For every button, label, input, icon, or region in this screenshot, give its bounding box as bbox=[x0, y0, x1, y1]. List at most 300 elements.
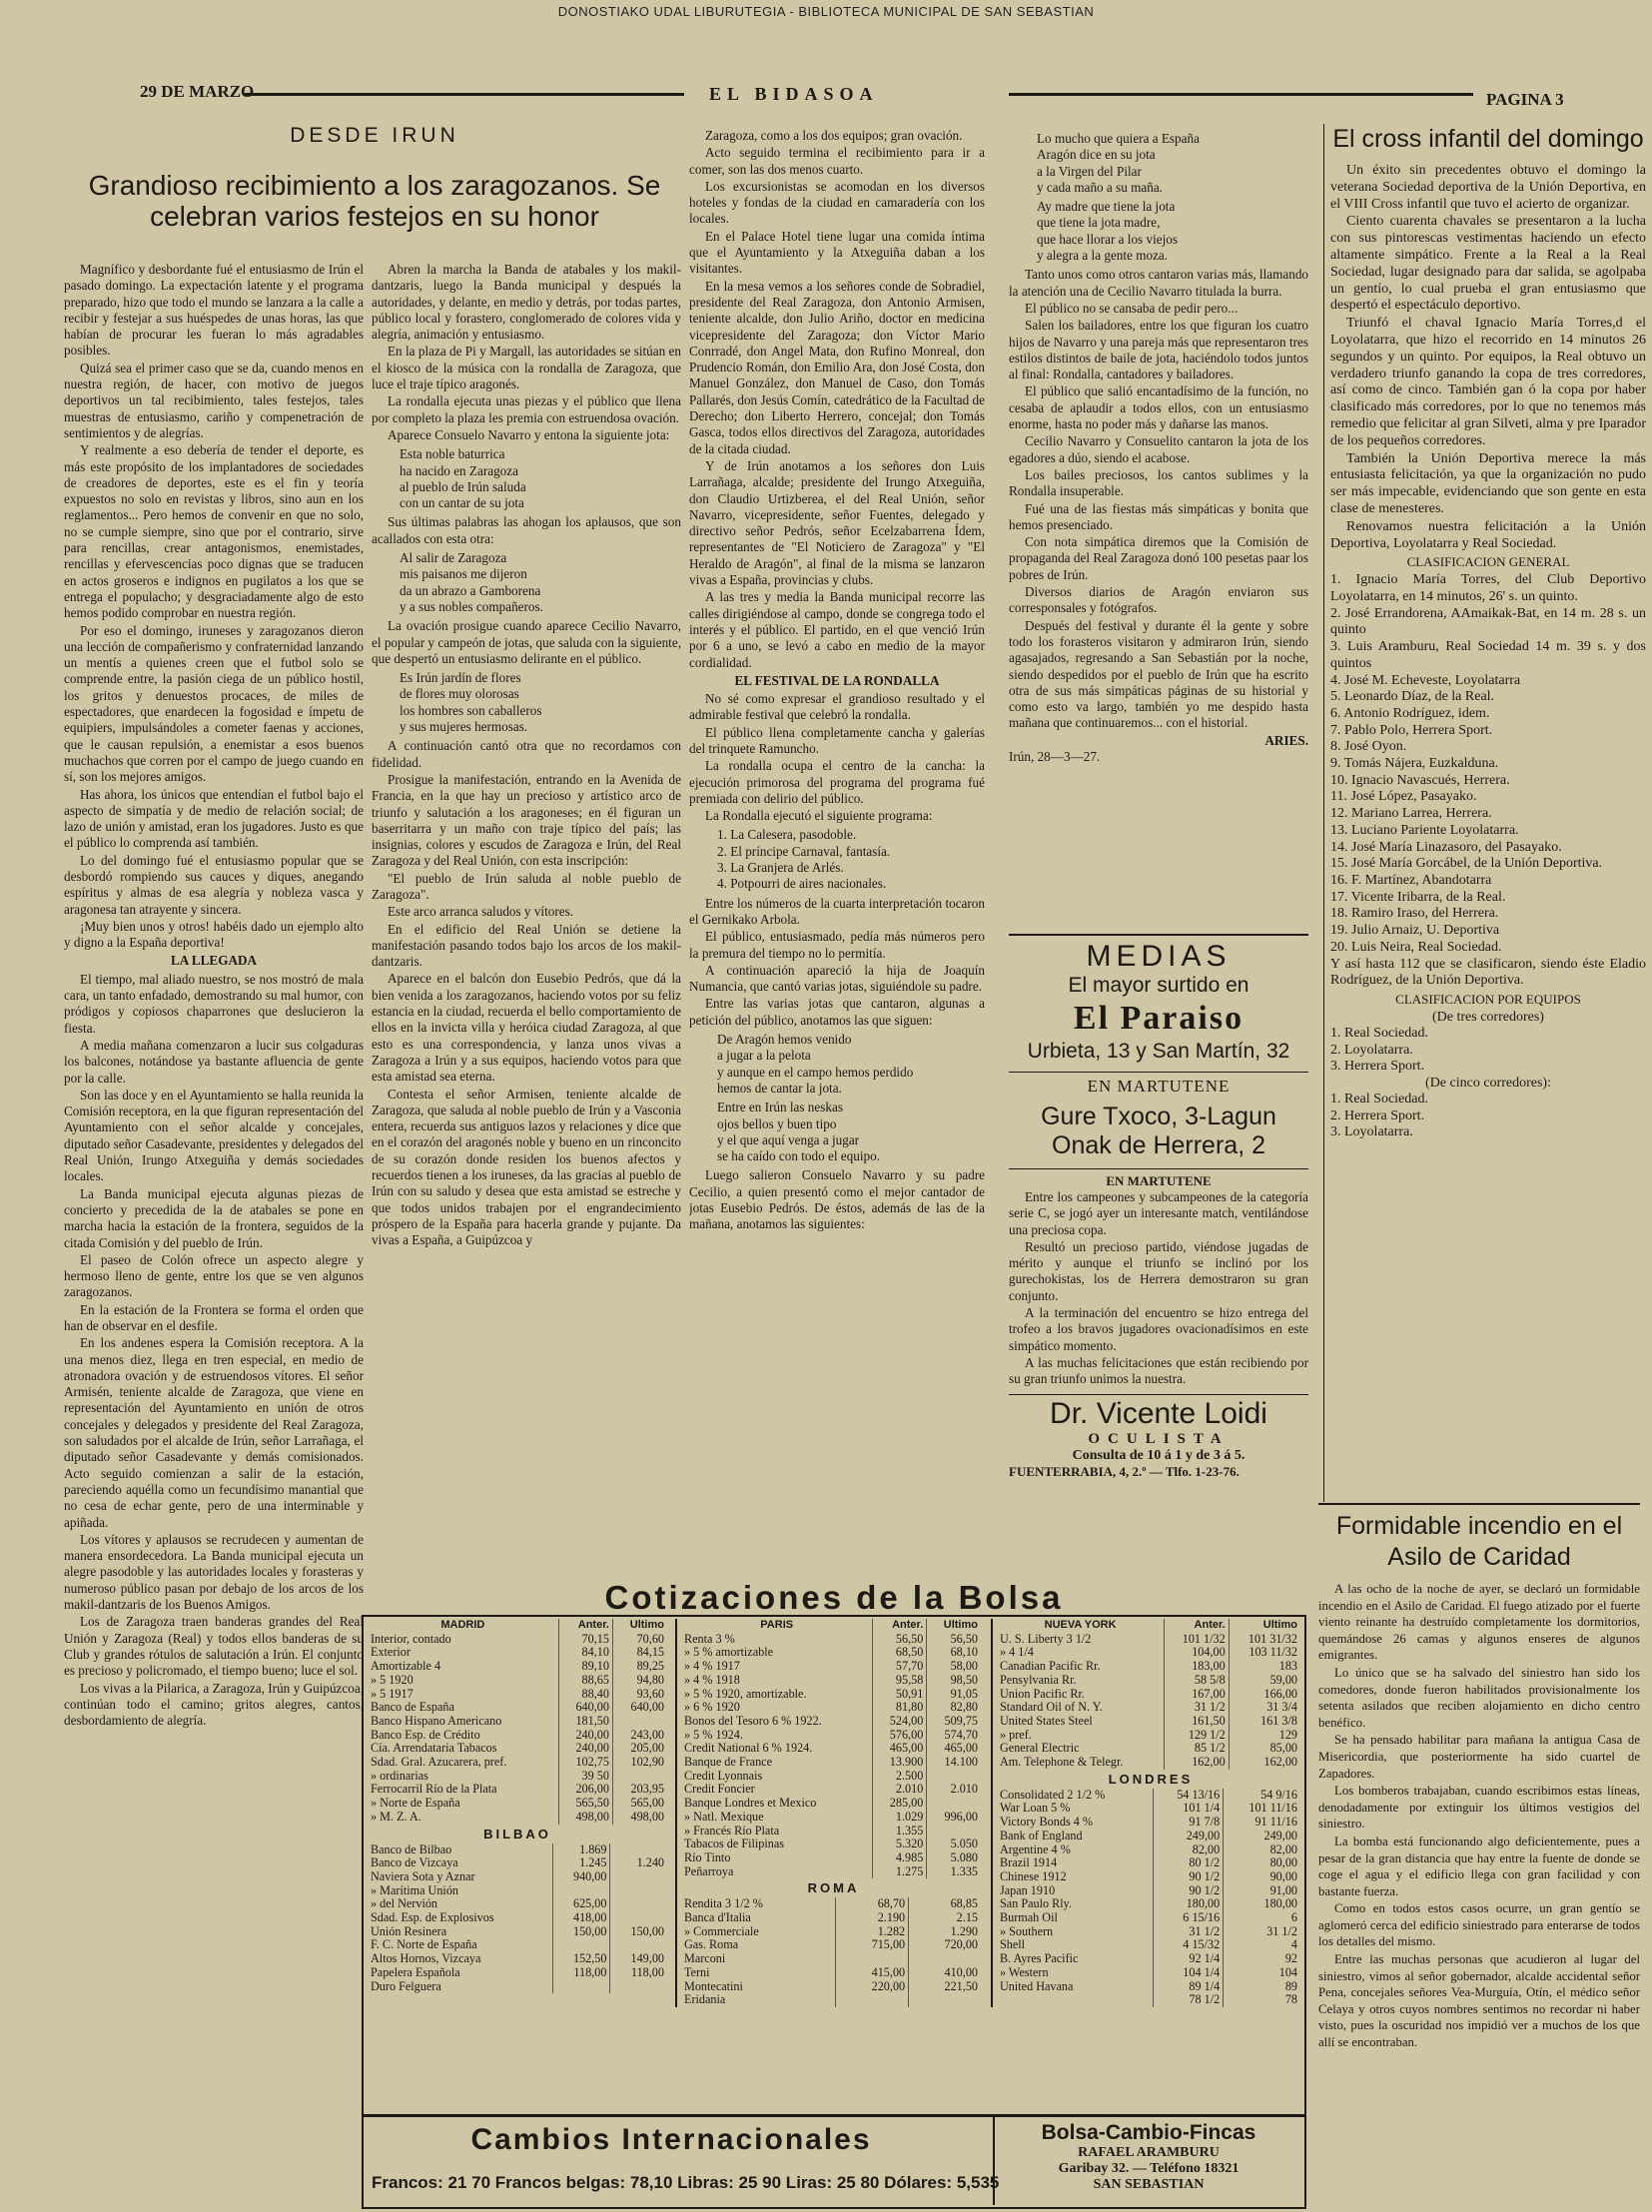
security-name: » 5 1920 bbox=[371, 1672, 413, 1687]
anter-header: Anter. bbox=[873, 1619, 927, 1633]
paragraph: Y realmente a eso debería de tender el deporte, es más este propósito de los implantadores de sociedades de creadores de deportes, este es el fin y teoría expuestos no solo en revistas y libros, sino aun en los reglamentos... Pero hemos de convenir en que no solo, no se cumple siempre, sino que por el contrario, sirve para rencillas, crear antagonismos, enemistades, rencillas y efervescencias poco dignas que se traducen en actos groseros e indignos en pugilatos a los que se entrega el populacho; y desgraciadamente algo de esto hemos podido comprobar en nuestra región. bbox=[64, 442, 364, 621]
security-name: San Paulo Rly. bbox=[1000, 1896, 1072, 1911]
security-name: Banque de France bbox=[684, 1755, 772, 1770]
previous-price: 89 1/4 bbox=[1154, 1980, 1224, 1994]
last-price: 78 bbox=[1224, 1993, 1300, 2007]
previous-price: 102,75 bbox=[558, 1756, 612, 1770]
ultimo-header: Ultimo bbox=[1229, 1619, 1300, 1633]
quote-row bbox=[681, 1715, 981, 1729]
verse-line: Es Irún jardín de flores bbox=[400, 670, 521, 686]
verse-line: y a sus nobles compañeros. bbox=[400, 598, 543, 614]
verse-line: De Aragón hemos venido bbox=[717, 1032, 852, 1048]
banker-address: Garibay 32. — Teléfono 18321 bbox=[1058, 2161, 1239, 2176]
previous-price: 1.869 bbox=[552, 1843, 610, 1857]
quote-row bbox=[681, 1756, 981, 1770]
quote-row bbox=[681, 1701, 981, 1715]
ad-onak: Onak de Herrera, 2 bbox=[1052, 1131, 1265, 1159]
clasif-row: 7. Pablo Polo, Herrera Sport. bbox=[1330, 722, 1493, 738]
previous-price: 640,00 bbox=[558, 1701, 612, 1715]
previous-price: 1.282 bbox=[835, 1925, 908, 1939]
last-price bbox=[610, 1911, 667, 1925]
quote-row bbox=[997, 1646, 1300, 1660]
quote-row bbox=[681, 1993, 981, 2007]
previous-price: 104 1/4 bbox=[1154, 1966, 1224, 1980]
paragraph: Triunfó el chaval Ignacio María Torres,d el Loyolatarra, que hizo el recorrido en 14 minutos 26 segundos y un quinto. Por equipos, la Real obtuvo un verdadero triunfo ganando la copa de tres corredores, así como de cinco. También gan ó la copa por haber clasificado más corredores, por lo que no tenemos más remedio que felicitar al gran Silveti, alma y pre Iparador de los pequeños corredores. bbox=[1330, 316, 1646, 448]
quote-row bbox=[368, 1811, 667, 1825]
banker-name: RAFAEL ARAMBURU bbox=[1078, 2145, 1220, 2160]
previous-price: 162,00 bbox=[1165, 1756, 1230, 1770]
paragraph: Entre las muchas personas que acudieron al lugar del siniestro, vimos al señor gobernador, alcalde accidental señor Pena, concejales señores Vea-Murguía, Otín, el médico señor Celaya y otros cuyos nombres sentimos no recordar ni haber visto, pues la oscuridad nos impidió ver a muchos de los que allí se encontraban. bbox=[1318, 1952, 1640, 2050]
paragraph: Salen los bailadores, entre los que figuran los cuatro hijos de Navarro y una pareja más que representaron tres estilos distintos de baile de jota, haciéndolo todos juntos al final: Rondalla, cantadores y bailadores. bbox=[1009, 318, 1308, 382]
last-price: 82,00 bbox=[1224, 1843, 1300, 1857]
quote-row bbox=[368, 1938, 667, 1952]
previous-price: 715,00 bbox=[835, 1938, 908, 1952]
security-name: » 5 % 1920, amortizable. bbox=[684, 1686, 807, 1701]
last-price bbox=[612, 1770, 667, 1784]
last-price: 574,70 bbox=[927, 1729, 981, 1743]
previous-price: 85 1/2 bbox=[1165, 1742, 1230, 1756]
last-price: 92 bbox=[1224, 1952, 1300, 1966]
dateline: Irún, 28—3—27. bbox=[1009, 748, 1101, 764]
quote-row bbox=[997, 1980, 1300, 1994]
security-name: Ferrocarril Río de la Plata bbox=[371, 1782, 497, 1797]
security-name: Banco de España bbox=[371, 1700, 454, 1715]
security-name: » 4 1/4 bbox=[1000, 1645, 1034, 1660]
clasif-row: 5. Leonardo Díaz, de la Real. bbox=[1330, 689, 1495, 705]
last-price: 1.240 bbox=[610, 1856, 667, 1870]
quote-row bbox=[997, 1742, 1300, 1756]
security-name: » Francés Río Plata bbox=[684, 1823, 780, 1838]
security-name: Cía. Arrendataria Tabacos bbox=[371, 1741, 497, 1756]
quote-row bbox=[368, 1674, 667, 1688]
security-name: Renta 3 % bbox=[684, 1631, 735, 1646]
previous-price: 78 1/2 bbox=[1154, 1993, 1224, 2007]
last-price: 101 11/16 bbox=[1224, 1802, 1300, 1816]
quote-row bbox=[368, 1870, 667, 1884]
paragraph: El público que salió encantadísimo de la función, no cesaba de aplaudir a todos ellos, con un entusiasmo enorme, hasta no poder más y dañarse las manos. bbox=[1009, 383, 1308, 432]
cambios-title: Cambios Internacionales bbox=[470, 2123, 872, 2156]
rondalla-title: EL FESTIVAL DE LA RONDALLA bbox=[734, 672, 940, 688]
last-price bbox=[610, 1884, 667, 1898]
paragraph: Resultó un precioso partido, viéndose jugadas de mérito y aunque el triunfo se inclinó por los gurechokistas, los de Herrera demostraron su gran conjunto. bbox=[1009, 1238, 1308, 1303]
previous-price: 88,65 bbox=[558, 1674, 612, 1688]
ads-block bbox=[1009, 934, 1308, 1573]
quote-row bbox=[368, 1701, 667, 1715]
previous-price: 240,00 bbox=[558, 1729, 612, 1743]
quote-row bbox=[681, 1688, 981, 1702]
verse-line: al pueblo de Irún saluda bbox=[400, 478, 526, 494]
verse-line: Entre en Irún las neskas bbox=[717, 1100, 843, 1115]
quote-row bbox=[997, 1843, 1300, 1857]
paragraph: El paseo de Colón ofrece un aspecto alegre y hermoso lleno de gente, entre los que se ven algunos zaragozanos. bbox=[64, 1251, 364, 1300]
clasif-row: 14. José María Linazasoro, del Pasayako. bbox=[1330, 839, 1562, 855]
security-name: » Western bbox=[1000, 1964, 1049, 1979]
security-name: War Loan 5 % bbox=[1000, 1801, 1071, 1816]
paragraph: Por eso el domingo, iruneses y zaragozanos dieron una lección de compañerismo y confraternidad lanzando un mentís a quienes creen que el futbol solo se comprende entre, la pasión ciega de un público hostil, los gritos y denuestos procaces, de miles de espectadores, que enardecen la fogosidad e ímpetu de equipiers, impulsándoles a cometer faenas y acciones, que le causan repulsión, a enemistar a esos buenos muchachos que corren por el campo de juego cuando en sí, son los mejores amigos. bbox=[64, 622, 364, 785]
last-price bbox=[909, 1993, 981, 2007]
quote-row bbox=[368, 1756, 667, 1770]
security-name: Credit National 6 % 1924. bbox=[684, 1741, 813, 1756]
quote-row bbox=[368, 1843, 667, 1857]
program-item: 4. Potpourri de aires nacionales. bbox=[717, 876, 887, 892]
ultimo-header: Ultimo bbox=[612, 1619, 667, 1633]
quote-row bbox=[997, 1756, 1300, 1770]
clasif-row: 15. José María Gorcábel, de la Unión Deportiva. bbox=[1330, 856, 1603, 872]
previous-price: 58 5/8 bbox=[1165, 1674, 1230, 1688]
previous-price: 152,50 bbox=[552, 1952, 610, 1966]
last-price: 85,00 bbox=[1229, 1742, 1300, 1756]
ad-paraiso: El Paraiso bbox=[1073, 1000, 1244, 1037]
last-price: 996,00 bbox=[927, 1811, 981, 1825]
anter-header: Anter. bbox=[558, 1619, 612, 1633]
paragraph: En el Palace Hotel tiene lugar una comida íntima que el Ayuntamiento y la Atxeguiña daban a los visitantes. bbox=[689, 228, 985, 277]
irun-col-1 bbox=[64, 262, 364, 2199]
paragraph: Cecilio Navarro y Consuelito cantaron la jota de los egadores a dúo, siendo el acabose. bbox=[1009, 433, 1308, 465]
verse-line: Esta noble baturrica bbox=[400, 446, 505, 462]
quote-row bbox=[997, 1911, 1300, 1925]
previous-price: 101 1/32 bbox=[1165, 1633, 1230, 1647]
last-price: 183 bbox=[1229, 1660, 1300, 1674]
last-price: 6 bbox=[1224, 1911, 1300, 1925]
previous-price: 88,40 bbox=[558, 1688, 612, 1702]
verse-line: da un abrazo a Gamborena bbox=[400, 582, 541, 598]
paragraph: A las muchas felicitaciones que están recibiendo por su gran triunfo unimos la nuestra. bbox=[1009, 1354, 1308, 1387]
security-name: Amortizable 4 bbox=[371, 1659, 441, 1674]
paragraph: A media mañana comenzaron a lucir sus colgaduras los balcones, notándose ya bastante afluencia de gente por la calle. bbox=[64, 1037, 364, 1086]
paragraph: Has ahora, los únicos que entendían el futbol bajo el aspecto de simpatía y de medio de relación social; de lazo de unión y amistad, eran los jugadores. Justo es que el público lo comprenda así también. bbox=[64, 786, 364, 851]
verse-line: y el que aquí venga a jugar bbox=[717, 1131, 860, 1147]
verse-line: Lo mucho que quiera a España bbox=[1037, 131, 1200, 146]
previous-price: 118,00 bbox=[552, 1966, 610, 1980]
quote-row bbox=[681, 1980, 981, 1994]
previous-price: 167,00 bbox=[1165, 1688, 1230, 1702]
irun-header bbox=[70, 124, 679, 232]
previous-price: 2.500 bbox=[873, 1770, 927, 1784]
previous-price bbox=[552, 1980, 610, 1994]
previous-price: 625,00 bbox=[552, 1897, 610, 1911]
previous-price: 80 1/2 bbox=[1154, 1856, 1224, 1870]
previous-price: 39 50 bbox=[558, 1770, 612, 1784]
quote-row bbox=[681, 1925, 981, 1939]
last-price: 14.100 bbox=[927, 1756, 981, 1770]
previous-price bbox=[552, 1884, 610, 1898]
previous-price bbox=[835, 1952, 908, 1966]
paragraph: Los bailes preciosos, los cantos sublimes y la Rondalla insuperable. bbox=[1009, 466, 1308, 499]
previous-price: 1.355 bbox=[873, 1825, 927, 1839]
last-price: 68,10 bbox=[927, 1646, 981, 1660]
paragraph: A la terminación del encuentro se hizo entrega del trofeo a los bravos jugadores ovacionadísimos en este simpático momento. bbox=[1009, 1305, 1308, 1353]
quote-row bbox=[368, 1966, 667, 1980]
last-price: 102,90 bbox=[612, 1756, 667, 1770]
security-name: Bank of England bbox=[1000, 1828, 1083, 1843]
previous-price: 940,00 bbox=[552, 1870, 610, 1884]
security-name: Gas. Roma bbox=[684, 1937, 739, 1952]
verse-line: Al salir de Zaragoza bbox=[400, 550, 507, 566]
ad-medias: MEDIAS bbox=[1086, 940, 1232, 973]
previous-price: 57,70 bbox=[873, 1660, 927, 1674]
quote-row bbox=[997, 1897, 1300, 1911]
martutene-title: EN MARTUTENE bbox=[1106, 1173, 1212, 1188]
paragraph: En la estación de la Frontera se forma el orden que han de observar en el desfile. bbox=[64, 1301, 364, 1333]
security-name: Japan 1910 bbox=[1000, 1882, 1056, 1897]
paragraph: En la mesa vemos a los señores conde de Sobradiel, presidente del Real Zaragoza, don Antonio Armisen, teniente alcalde, don Julio Ariño, doctor en medicina vicepresidente del Zaragoza; don Víctor Mario Conrradé, don Angel Mata, don Rufino Monreal, don Prudencio Román, don Emilio Ara, don José Costa, don Manuel González, don Manuel de Caso, don Tomás Pallarés, don Jesús Comín, catedrático de la Facultad de Derecho; don Liberto Herrero, concejal; don Tomás Gasca, todos ellos directivos del Zaragoza, autoridades de la citada ciudad. bbox=[689, 278, 985, 456]
paragraph: La rondalla ocupa el centro de la cancha: la ejecución primorosa del programa del programa fué premiada con delirio del público. bbox=[689, 758, 985, 806]
previous-price: 104,00 bbox=[1165, 1646, 1230, 1660]
last-price: 2.15 bbox=[909, 1911, 981, 1925]
quote-row bbox=[997, 1952, 1300, 1966]
paragraph: Son las doce y en el Ayuntamiento se halla reunida la Comisión receptora, en la que figuran representación del Ayuntamiento con el señor alcalde y concejales, diputado señor Casadevante, presidentes y delegados del Real Unión, Irungo Atxeguiña y demás sociedades locales. bbox=[64, 1087, 364, 1184]
security-name: » Norte de España bbox=[371, 1796, 460, 1811]
last-price: 129 bbox=[1229, 1729, 1300, 1743]
quote-row bbox=[997, 1674, 1300, 1688]
last-price: 221,50 bbox=[909, 1980, 981, 1994]
banker-title: Bolsa-Cambio-Fincas bbox=[1041, 2121, 1256, 2144]
previous-price: 54 13/16 bbox=[1154, 1789, 1224, 1803]
team-row: 2. Loyolatarra. bbox=[1330, 1042, 1413, 1058]
paragraph: Lo del domingo fué el entusiasmo popular que se desbordó rompiendo sus cauces y diques, anegando espíritus y almas de esa alegría y nobleza vasca y aragonesa tan atrayente y sincera. bbox=[64, 852, 364, 917]
security-name: Bonos del Tesoro 6 % 1922. bbox=[684, 1713, 822, 1728]
security-name: U. S. Liberty 3 1/2 bbox=[1000, 1631, 1092, 1646]
quote-row bbox=[997, 1870, 1300, 1884]
verse-line: ojos bellos y buen tipo bbox=[717, 1115, 837, 1131]
security-name: » del Nervión bbox=[371, 1896, 438, 1911]
quote-row bbox=[997, 1830, 1300, 1843]
clasif-row: 3. Luis Aramburu, Real Sociedad 14 m. 39 s. y dos quintos bbox=[1330, 639, 1646, 671]
previous-price: 180,00 bbox=[1154, 1897, 1224, 1911]
paragraph: Tanto unos como otros cantaron varias más, llamando la atención una de Cecilio Navarro titulada la burra. bbox=[1009, 267, 1308, 299]
previous-price: 285,00 bbox=[873, 1797, 927, 1811]
quote-row bbox=[997, 1729, 1300, 1743]
quote-row bbox=[681, 1729, 981, 1743]
last-price: 68,85 bbox=[909, 1897, 981, 1911]
nuevayork-header: NUEVA YORK bbox=[1044, 1619, 1117, 1631]
last-price: 58,00 bbox=[927, 1660, 981, 1674]
banker-ad bbox=[993, 2117, 1302, 2205]
quote-row bbox=[997, 1993, 1300, 2007]
verse-line: se ha caído con todo el equipo. bbox=[717, 1148, 880, 1164]
verse-line: con un cantar de su jota bbox=[400, 495, 524, 511]
previous-price: 92 1/4 bbox=[1154, 1952, 1224, 1966]
last-price: 84,15 bbox=[612, 1646, 667, 1660]
last-price: 640,00 bbox=[612, 1701, 667, 1715]
paragraph: ¡Muy bien unos y otros! habéis dado un ejemplo alto y digno a la España deportiva! bbox=[64, 918, 364, 951]
paragraph: Acto seguido termina el recibimiento para ir a comer, son las dos menos cuarto. bbox=[689, 145, 985, 177]
verse-line: a la Virgen del Pilar bbox=[1037, 163, 1142, 179]
clasif-row: 12. Mariano Larrea, Herrera. bbox=[1330, 806, 1492, 822]
security-name: » Commerciale bbox=[684, 1923, 759, 1938]
quote-row bbox=[997, 1633, 1300, 1647]
last-price: 205,00 bbox=[612, 1742, 667, 1756]
last-price: 91 11/16 bbox=[1224, 1816, 1300, 1830]
clasif-row: 2. José Errandorena, AAmaikak-Bat, en 14 m. 28 s. un quinto bbox=[1330, 605, 1646, 638]
last-price bbox=[927, 1825, 981, 1839]
security-name: Sdad. Esp. de Explosivos bbox=[371, 1910, 494, 1925]
roma-header: ROMA bbox=[807, 1880, 860, 1896]
security-name: Terni bbox=[684, 1964, 710, 1979]
quote-row bbox=[681, 1783, 981, 1797]
previous-price: 415,00 bbox=[835, 1966, 908, 1980]
security-name: Victory Bonds 4 % bbox=[1000, 1815, 1094, 1830]
archive-header: DONOSTIAKO UDAL LIBURUTEGIA - BIBLIOTECA MUNICIPAL DE SAN SEBASTIAN bbox=[557, 4, 1095, 19]
team-row: 1. Real Sociedad. bbox=[1330, 1025, 1428, 1041]
quote-row bbox=[368, 1783, 667, 1797]
previous-price: 81,80 bbox=[873, 1701, 927, 1715]
security-name: Union Pacific Rr. bbox=[1000, 1686, 1085, 1701]
paragraph: Se ha pensado habilitar para mañana la antigua Casa de Misericordia, que posteriormente ha sido cuartel de Zapadores. bbox=[1318, 1733, 1640, 1781]
security-name: Canadian Pacific Rr. bbox=[1000, 1659, 1101, 1674]
verse-line: a jugar a la pelota bbox=[717, 1048, 811, 1064]
security-name: Tabacos de Filipinas bbox=[684, 1837, 785, 1851]
paragraph: Los vivas a la Pilarica, a Zaragoza, Irún y Guipúzcoa, continúan todo el camino; gritos alegres, cantos, desbordamiento de alegría. bbox=[64, 1680, 364, 1729]
last-price: 1.335 bbox=[927, 1865, 981, 1879]
last-price: 161 3/8 bbox=[1229, 1715, 1300, 1729]
paragraph: En la plaza de Pi y Margall, las autoridades se sitúan en el kiosco de la música con la rondalla de Zaragoza, que luce el traje típico aragonés. bbox=[372, 344, 681, 392]
security-name: Consolidated 2 1/2 % bbox=[1000, 1787, 1106, 1802]
ad-consulta: Consulta de 10 á 1 y de 3 á 5. bbox=[1072, 1447, 1245, 1463]
security-name: » M. Z. A. bbox=[371, 1809, 421, 1824]
irun-col-3 bbox=[689, 128, 985, 1551]
paragraph: Zaragoza, como a los dos equipos; gran ovación. bbox=[705, 128, 963, 143]
clasif-row: 13. Luciano Pariente Loyolatarra. bbox=[1330, 822, 1519, 838]
quote-row bbox=[681, 1797, 981, 1811]
paragraph: Los bomberos trabajaban, cuando escribimos estas líneas, denodadamente por extinguir los últimos vestigios del siniestro. bbox=[1318, 1784, 1640, 1832]
clasif-row: 18. Ramiro Iraso, del Herrera. bbox=[1330, 906, 1499, 922]
security-name: Banca d'Italia bbox=[684, 1910, 751, 1925]
previous-price: 6 15/16 bbox=[1154, 1911, 1224, 1925]
verse-line: y alegra a la gente moza. bbox=[1037, 248, 1169, 264]
last-price: 243,00 bbox=[612, 1729, 667, 1743]
last-price bbox=[909, 1952, 981, 1966]
masthead: EL BIDASOA bbox=[709, 84, 879, 104]
last-price: 89 bbox=[1224, 1980, 1300, 1994]
security-name: Chinese 1912 bbox=[1000, 1868, 1067, 1883]
previous-price: 68,50 bbox=[873, 1646, 927, 1660]
security-name: Duro Felguera bbox=[371, 1978, 441, 1993]
ad-paraiso-address: Urbieta, 13 y San Martín, 32 bbox=[1027, 1040, 1290, 1063]
last-price: 498,00 bbox=[612, 1811, 667, 1825]
security-name: » ordinarias bbox=[371, 1768, 428, 1783]
last-price: 82,80 bbox=[927, 1701, 981, 1715]
previous-price: 2.190 bbox=[835, 1911, 908, 1925]
security-name: » pref. bbox=[1000, 1727, 1032, 1742]
security-name: United States Steel bbox=[1000, 1713, 1093, 1728]
previous-price: 524,00 bbox=[873, 1715, 927, 1729]
paragraph: En los andenes espera la Comisión receptora. A la una menos diez, llega en tren especial, en medio de atronadora ovación y de estruendosos vítores. El señor Armisén, teniente alcalde de Zaragoza, que viene en representación del Ayuntamiento en unión de otros concejales y delegados y presidente del Real Zaragoza, son saludados por el alcalde de Irún, señor Larrañaga, el diputado señor Casadevante y demás comisionados. Acto seguido comienzan a salir de la estación, pareciendo aquélla como un fecundísimo manantial que no cesa de echar gente, pero de una interminable y apiñada. bbox=[64, 1335, 364, 1530]
previous-price: 249,00 bbox=[1154, 1830, 1224, 1843]
previous-price: 84,10 bbox=[558, 1646, 612, 1660]
quote-row bbox=[368, 1770, 667, 1784]
security-name: Altos Hornos, Vizcaya bbox=[371, 1951, 481, 1966]
quote-row bbox=[681, 1646, 981, 1660]
signature: ARIES. bbox=[1264, 732, 1308, 748]
security-name: Banco Esp. de Crédito bbox=[371, 1727, 480, 1742]
quote-row bbox=[681, 1674, 981, 1688]
last-price bbox=[612, 1715, 667, 1729]
clasif-row: 9. Tomás Nájera, Euzkalduna. bbox=[1330, 756, 1499, 772]
last-price: 104 bbox=[1224, 1966, 1300, 1980]
quote-row bbox=[681, 1865, 981, 1879]
security-name: » Marítima Unión bbox=[371, 1882, 459, 1897]
irun-col-2 bbox=[372, 262, 681, 1550]
previous-price: 465,00 bbox=[873, 1742, 927, 1756]
security-name: Interior, contado bbox=[371, 1631, 451, 1646]
security-name: Montecatini bbox=[684, 1978, 743, 1993]
clasif-row: 11. José López, Pasayako. bbox=[1330, 789, 1477, 805]
security-name: Banque Londres et Mexico bbox=[684, 1796, 817, 1811]
program-item: 2. El príncipe Carnaval, fantasía. bbox=[717, 843, 891, 859]
security-name: » 4 % 1918 bbox=[684, 1672, 740, 1687]
last-price: 166,00 bbox=[1229, 1688, 1300, 1702]
security-name: Pensylvania Rr. bbox=[1000, 1672, 1077, 1687]
clasif-row: 6. Antonio Rodríguez, idem. bbox=[1330, 705, 1490, 721]
paragraph: Y de Irún anotamos a los señores don Luis Larrañaga, alcalde; presidente del Irungo Atxeguiña, don Claudio Urtizberea, el del Real Unión, señor Navarro, vicepresidente, señor Fuentes, delegado y directivo señor Pedrós, señor Ecelzabarrena Ídem, representantes de "El Noticiero de Zaragoza" y "El Heraldo de Aragón", al final de la misma se lanzaron vivas a España, provincias y clubs. bbox=[689, 457, 985, 588]
security-name: Credit Lyonnais bbox=[684, 1768, 763, 1783]
quote-row bbox=[681, 1952, 981, 1966]
quote-row bbox=[681, 1938, 981, 1952]
quote-row bbox=[997, 1660, 1300, 1674]
ad-doctor: Dr. Vicente Loidi bbox=[1050, 1396, 1267, 1430]
last-price: 94,80 bbox=[612, 1674, 667, 1688]
last-price: 565,00 bbox=[612, 1797, 667, 1811]
paragraph: A las ocho de la noche de ayer, se declaró un formidable incendio en el Asilo de Caridad. El fuego atizado por el fuerte viento reinante ha destruído completamente los dormitorios, quemándose 26 camas y algunos enseres de algunos emigrantes. bbox=[1318, 1582, 1640, 1663]
quote-row bbox=[681, 1633, 981, 1647]
last-price: 509,75 bbox=[927, 1715, 981, 1729]
incendio-article bbox=[1318, 1503, 1640, 2210]
paragraph: A continuación cantó otra que no recordamos con fidelidad. bbox=[372, 738, 681, 770]
quote-row bbox=[681, 1966, 981, 1980]
quote-row bbox=[997, 1816, 1300, 1830]
bolsa-title: Cotizaciones de la Bolsa bbox=[604, 1579, 1064, 1616]
security-name: Burmah Oil bbox=[1000, 1910, 1058, 1925]
verse-line: y cada maño a su maña. bbox=[1037, 179, 1163, 195]
last-price: 5.050 bbox=[927, 1838, 981, 1851]
previous-price: 240,00 bbox=[558, 1742, 612, 1756]
paragraph: También la Unión Deportiva merece la más entusiasta felicitación, ya que la organización no pudo ser más impecable, evidenciando que son gente en esta clase de menesteres. bbox=[1330, 450, 1646, 516]
paragraph: El tiempo, mal aliado nuestro, se nos mostró de mala cara, un tanto enfadado, demostrando su mal humor, con pródigos y copiosos chaparrones que deslucieron la fiesta. bbox=[64, 971, 364, 1036]
verse-line: ha nacido en Zaragoza bbox=[400, 462, 518, 478]
cambios-box bbox=[362, 2115, 1306, 2209]
last-price: 149,00 bbox=[610, 1952, 667, 1966]
security-name: B. Ayres Pacific bbox=[1000, 1951, 1079, 1966]
security-name: » 5 % 1924. bbox=[684, 1727, 743, 1742]
last-price: 1.290 bbox=[909, 1925, 981, 1939]
last-price: 56,50 bbox=[927, 1633, 981, 1647]
paragraph: Los excursionistas se acomodan en los diversos hoteles y fondas de la ciudad en camaradería con los locales. bbox=[689, 178, 985, 227]
quote-row bbox=[681, 1838, 981, 1851]
nuevayork-section bbox=[991, 1619, 1304, 2007]
paragraph: A continuación apareció la hija de Joaquín Numancia, que cantó varias jotas, siguiéndole su padre. bbox=[689, 962, 985, 995]
anter-header: Anter. bbox=[1165, 1619, 1230, 1633]
verse-line: y aunque en el campo hemos perdido bbox=[717, 1064, 914, 1080]
last-price bbox=[927, 1770, 981, 1784]
previous-price: 31 1/2 bbox=[1165, 1701, 1230, 1715]
paragraph: "El pueblo de Irún saluda al noble pueblo de Zaragoza". bbox=[372, 870, 681, 902]
security-name: Exterior bbox=[371, 1645, 411, 1660]
security-name: » Southern bbox=[1000, 1923, 1054, 1938]
security-name: Banco de Vizcaya bbox=[371, 1855, 458, 1870]
quote-row bbox=[368, 1897, 667, 1911]
quote-row bbox=[368, 1980, 667, 1994]
previous-price: 220,00 bbox=[835, 1980, 908, 1994]
previous-price: 4 15/32 bbox=[1154, 1938, 1224, 1952]
previous-price: 90 1/2 bbox=[1154, 1884, 1224, 1898]
paragraph: La ovación prosigue cuando aparece Cecilio Navarro, el popular y campeón de jotas, que saluda con la siguiente, que despertó un entusiasmo delirante en el público. bbox=[372, 618, 681, 666]
quote-row bbox=[368, 1688, 667, 1702]
llegada-title: LA LLEGADA bbox=[170, 953, 258, 969]
banker-city: SAN SEBASTIAN bbox=[1093, 2177, 1205, 2192]
clasif-row: 4. José M. Echeveste, Loyolatarra bbox=[1330, 672, 1521, 688]
clasif-row: 8. José Oyon. bbox=[1330, 739, 1407, 755]
